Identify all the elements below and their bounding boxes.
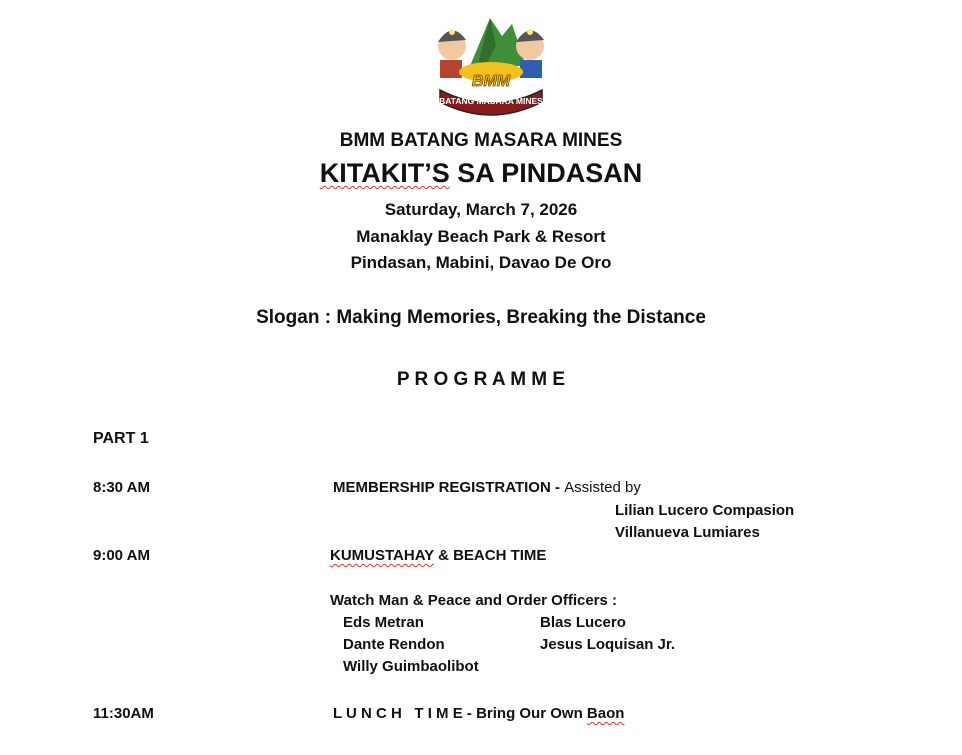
svg-text:BATANG MASARA MINES: BATANG MASARA MINES (439, 96, 543, 106)
event-date: Saturday, March 7, 2026 (384, 200, 578, 219)
event-location: Pindasan, Mabini, Davao De Oro (350, 253, 612, 272)
part-heading: PART 1 (93, 430, 149, 447)
officer: Blas Lucero (540, 614, 626, 631)
event-title-main: KITAKIT’S (319, 158, 450, 188)
time-0830: 8:30 AM (93, 479, 150, 496)
bmm-logo (430, 6, 552, 118)
programme-title: P R O G R A M M E (396, 369, 566, 390)
activity-beach-time: KUMUSTAHAY & BEACH TIME (330, 547, 547, 564)
event-venue: Manaklay Beach Park & Resort (356, 227, 606, 246)
activity-lunch: L U N C H T I M E - Bring Our Own Baon (333, 705, 625, 722)
officer: Jesus Loquisan Jr. (540, 636, 676, 653)
assistant-1: Lilian Lucero Compasion (615, 502, 795, 519)
event-title-rest: SA PINDASAN (449, 158, 643, 188)
org-name: BMM BATANG MASARA MINES (339, 130, 623, 151)
slogan: Slogan : Making Memories, Breaking the Distance (256, 307, 706, 328)
event-title (0, 158, 962, 189)
officers-label: Watch Man & Peace and Order Officers : (330, 592, 618, 609)
time-0900: 9:00 AM (93, 547, 150, 564)
svg-text:BMM: BMM (471, 73, 511, 90)
officer: Eds Metran (343, 614, 424, 631)
assistant-2: Villanueva Lumiares (615, 524, 760, 541)
time-1130: 11:30AM (93, 705, 154, 722)
officer: Dante Rendon (343, 636, 445, 653)
officer: Willy Guimbaolibot (343, 658, 479, 675)
activity-registration: MEMBERSHIP REGISTRATION - Assisted by (333, 479, 641, 496)
